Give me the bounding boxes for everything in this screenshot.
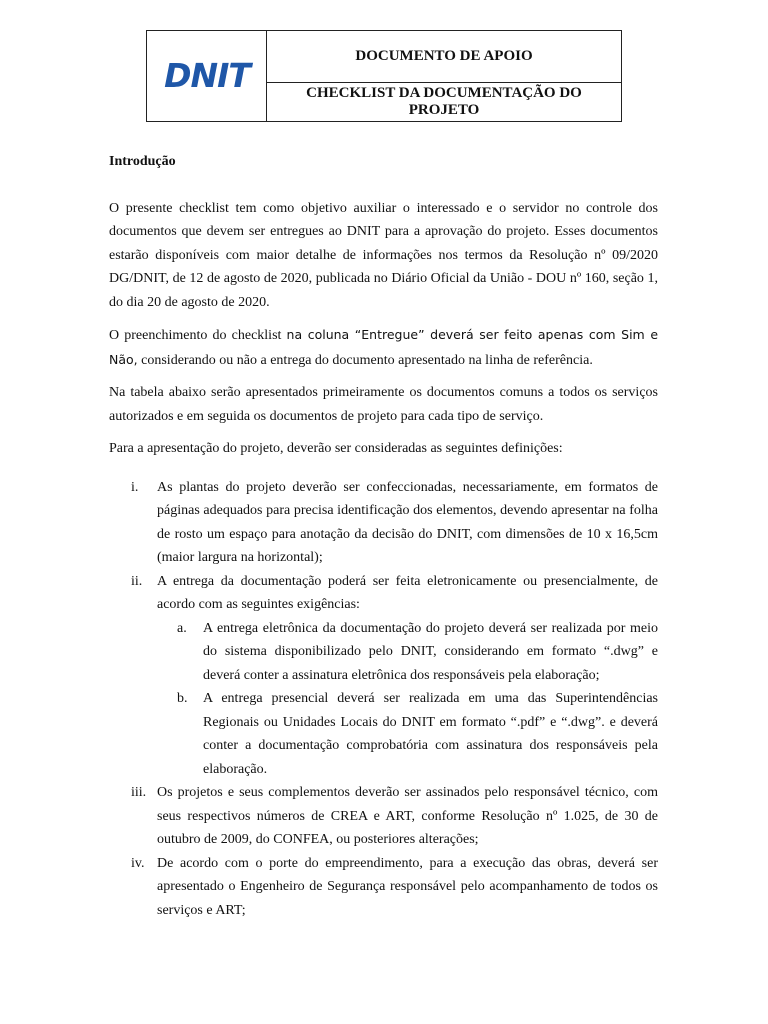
intro-paragraph-3: Na tabela abaixo serão apresentados primeiramente os documentos comuns a todos os serviços autorizados e em seguida os documentos de projeto para cada tipo de serviço. [109,385,658,424]
list-marker: iv. [131,855,145,871]
header-titles [267,31,621,121]
doc-title: CHECKLIST DA DOCUMENTAÇÃO DO PROJETO [306,85,582,118]
sub-list-item [157,617,658,688]
p2-part-c: considerando ou não a entrega do documento apresentado na linha de referência. [141,352,593,368]
document-body [109,150,658,922]
intro-paragraph-1: O presente checklist tem como objetivo auxiliar o interessado e o servidor no controle dos documentos que devem ser entregues ao DNIT para a aprovação do projeto. Esses documentos estarão disponíveis com maior detalhe de informações nos termos da Resolução nº 09/2020 DG/DNIT, de 12 de agosto de 2020, publicada no Diário Oficial da União - DOU nº 160, seção 1, do dia 20 de agosto de 2020. [109,200,658,310]
definitions-list [109,476,658,923]
document-header [146,30,622,122]
dnit-logo [153,58,261,94]
p2-part-a: O preenchimento do checklist [109,328,282,343]
intro-paragraph-4: Para a apresentação do projeto, deverão ser consideradas as seguintes definições: [109,441,563,456]
p2-part-b: na coluna “Entregue” deverá ser feito apenas com Sim e Não, [109,327,659,367]
list-item-text: De acordo com o porte do empreendimento, para a execução das obras, deverá ser apresentado o Engenheiro de Segurança responsável pelo acompanhamento de todos os serviços e ART; [157,855,658,918]
list-marker: ii. [131,573,143,589]
sub-list-marker: b. [177,691,188,706]
list-item [109,781,658,852]
sub-list-item-text: A entrega eletrônica da documentação do projeto deverá ser realizada por meio do sistema disponibilizado pelo DNIT, considerando em formato “.dwg” e deverá conter a assinatura eletrônica dos responsáveis pela elaboração; [203,620,658,683]
list-item [109,476,658,570]
list-item [109,852,658,923]
sub-list-item-text: A entrega presencial deverá ser realizada em uma das Superintendências Regionais ou Unidades Locais do DNIT em formato “.pdf” e “.dwg”. e deverá conter a documentação comprobatória com assinatura dos responsáveis pela elaboração. [203,691,658,777]
logo-cell [147,31,267,121]
list-item-text: As plantas do projeto deverão ser confeccionadas, necessariamente, em formatos de páginas adequados para precisa identificação dos elementos, devendo apresentar na folha de rosto um espaço para anotação da decisão do DNIT, com dimensões de 10 x 16,5cm (maior largura na horizontal); [157,479,658,565]
sub-list-item [157,687,658,781]
logo-text: DNIT [163,58,250,94]
sub-list-marker: a. [177,620,187,636]
list-item-text: A entrega da documentação poderá ser feita eletronicamente ou presencialmente, de acordo com as seguintes exigências: [157,573,658,612]
list-item-text: Os projetos e seus complementos deverão ser assinados pelo responsável técnico, com seus respectivos números de CREA e ART, conforme Resolução nº 1.025, de 30 de outubro de 2009, do CONFEA, ou posteriores alterações; [157,785,658,847]
sub-list [157,617,658,782]
list-marker: i. [131,479,139,495]
doc-type: DOCUMENTO DE APOIO [267,31,621,83]
intro-heading: Introdução [109,154,176,169]
list-marker: iii. [131,785,147,800]
intro-paragraph-2 [109,323,658,372]
list-item [109,570,658,782]
